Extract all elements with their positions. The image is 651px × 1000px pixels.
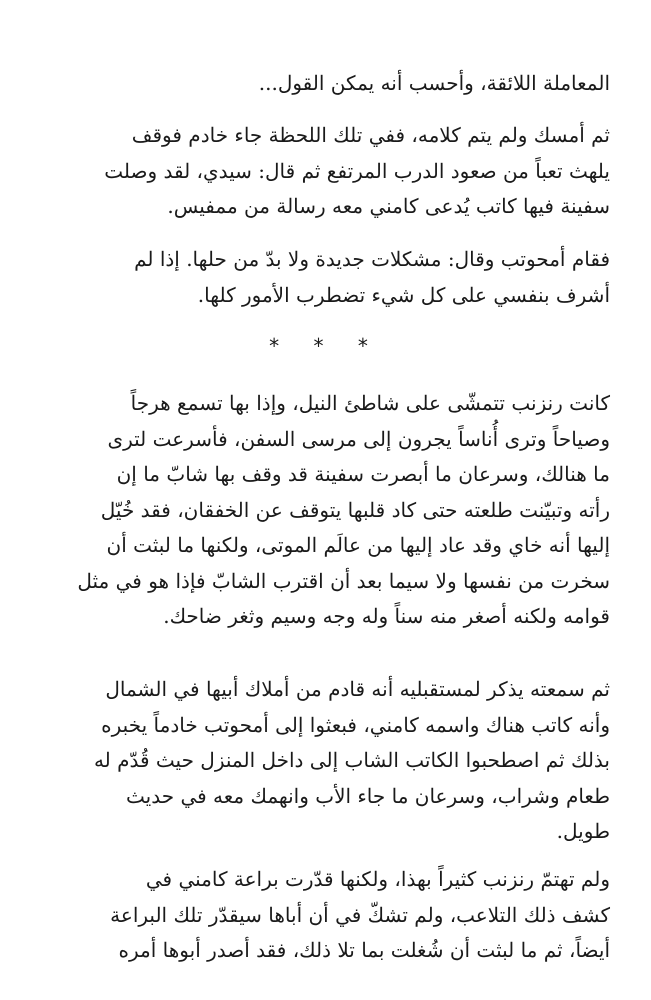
text-line: فقام أمحوتب وقال: مشكلات جديدة ولا بدّ من حلها. إذا لم: [134, 247, 610, 271]
text-line: وصياحاً وترى أُناساً يجرون إلى مرسى السفن، فأسرعت لترى: [107, 426, 610, 451]
text-line: كشف ذلك التلاعب، ولم تشكّ في أن أباها سيقدّر تلك البراعة: [110, 902, 610, 927]
text-line: المعاملة اللائقة، وأحسب أنه يمكن القول...: [258, 71, 610, 95]
paragraph-4: [77, 386, 610, 635]
text-line: ولم تهتمّ رنزنب كثيراً بهذا، ولكنها قدّرت براعة كامني في: [145, 867, 610, 891]
text-line: قوامه ولكنه أصغر منه سناً وله وجه وسيم وثغر ضاحك.: [163, 604, 610, 628]
text-line: ما هنالك، وسرعان ما أبصرت سفينة قد وقف بها شابّ ما إن: [116, 462, 610, 486]
paragraph-5: [90, 672, 610, 850]
text-line: إليها أنه خاي وقد عاد إليها من عالَم الموتى، ولكنها ما لبثت أن: [106, 533, 610, 557]
text-line: يلهث تعباً من صعود الدرب المرتفع ثم قال: سيدي، لقد وصلت: [104, 158, 610, 183]
text-line: كانت رنزنب تتمشّى على شاطئ النيل، وإذا بها تسمع هرجاً: [130, 391, 610, 415]
text-line: رأته وتبيّنت طلعته حتى كاد قلبها يتوقف عن الخفقان، فقد خُيّل: [100, 497, 610, 522]
section-separator: * * *: [269, 334, 382, 358]
text-line: ثم أمسك ولم يتم كلامه، ففي تلك اللحظة جاء خادم فوقف: [131, 123, 610, 147]
paragraph-3: [90, 242, 610, 313]
text-line: بذلك ثم اصطحبوا الكاتب الشاب إلى داخل المنزل حيث قُدّم له: [93, 748, 610, 772]
text-line: سخرت من نفسها ولا سيما بعد أن اقترب الشابّ فإذا هو في مثل: [77, 568, 610, 593]
text-line: سفينة فيها كاتب يُدعى كامني معه رسالة من ممفيس.: [167, 194, 610, 218]
paragraph-2: [90, 118, 610, 225]
text-line: طعام وشراب، وسرعان ما جاء الأب وانهمك معه في حديث: [126, 783, 610, 808]
text-line: أيضاً، ثم ما لبثت أن شُغلت بما تلا ذلك، فقد أصدر أبوها أمره: [118, 938, 610, 962]
paragraph-6: [90, 862, 610, 969]
text-line: ثم سمعته يذكر لمستقبليه أنه قادم من أملاك أبيها في الشمال: [105, 677, 610, 701]
text-line: وأنه كاتب هناك واسمه كامني، فبعثوا إلى أمحوتب خادماً يخبره: [101, 712, 610, 737]
text-line: أشرف بنفسي على كل شيء تضطرب الأمور كلها.: [197, 282, 610, 307]
text-line: طويل.: [556, 819, 610, 843]
paragraph-1: [90, 66, 610, 102]
